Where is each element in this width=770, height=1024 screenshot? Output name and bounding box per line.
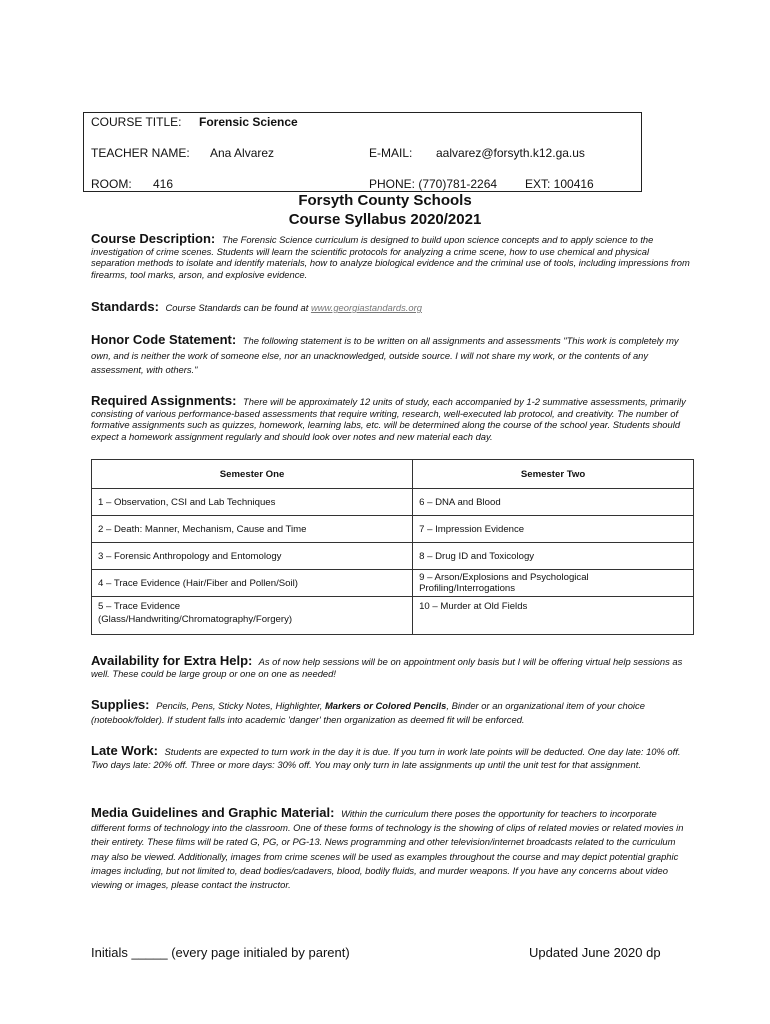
phone-value: PHONE: (770)781-2264 <box>369 177 498 191</box>
updated-note: Updated June 2020 dp <box>529 945 661 960</box>
semester-two-unit: 8 – Drug ID and Toxicology <box>413 543 694 570</box>
honor-code-heading: Honor Code Statement: <box>91 332 237 347</box>
supplies-bold-text: Markers or Colored Pencils <box>324 700 447 711</box>
semester-one-unit: 5 – Trace Evidence (Glass/Handwriting/Chromatography/Forgery) <box>92 597 413 635</box>
supplies-text-1: Pencils, Pens, Sticky Notes, Highlighter, <box>156 700 323 711</box>
course-title-label: COURSE TITLE: <box>91 115 182 129</box>
semester-header-row <box>92 460 694 489</box>
media-guidelines-heading: Media Guidelines and Graphic Material: <box>91 805 335 820</box>
semester-one-unit: 2 – Death: Manner, Mechanism, Cause and Time <box>92 516 413 543</box>
supplies-heading: Supplies: <box>91 697 150 712</box>
email-value: aalvarez@forsyth.k12.ga.us <box>436 146 585 160</box>
semester-table <box>91 459 694 635</box>
late-work-section <box>91 745 691 771</box>
syllabus-title: Course Syllabus 2020/2021 <box>288 211 482 228</box>
initials-line: Initials _____ (every page initialed by parent) <box>91 945 350 960</box>
standards-heading: Standards: <box>91 299 159 314</box>
table-row <box>92 489 694 516</box>
semester-one-unit: 4 – Trace Evidence (Hair/Fiber and Pollen/Soil) <box>92 570 413 597</box>
table-row <box>92 516 694 543</box>
semester-two-unit: 10 – Murder at Old Fields <box>413 597 694 635</box>
honor-code-text: The following statement is to be written on all assignments and assessments "This work is completely my own, and is neither the work of someone else, nor an unacknowledged, outside source. I will not share my work, or the contents of any assessment, with others." <box>91 335 679 375</box>
semester-two-unit: 9 – Arson/Explosions and Psychological Profiling/Interrogations <box>413 570 694 597</box>
supplies-section <box>91 698 691 727</box>
extra-help-heading: Availability for Extra Help: <box>91 653 253 668</box>
semester-one-unit: 1 – Observation, CSI and Lab Techniques <box>92 489 413 516</box>
required-assignments-section <box>91 395 691 443</box>
course-description-text: The Forensic Science curriculum is designed to build upon science concepts and to apply science to the investigation of crime scenes. Students will learn the scientific protocols for analyzing a crime scene, how to use chemical and physical separation methods to isolate and identify materials, how to analyze biological evidence and the criminal use of tools, including impressions from firearms, tool marks, arson, and explosive evidence. <box>91 234 690 281</box>
course-title-value: Forensic Science <box>199 115 298 129</box>
room-value: 416 <box>153 177 174 191</box>
media-guidelines-section <box>91 806 691 892</box>
course-description-section <box>91 233 691 281</box>
teacher-name-label: TEACHER NAME: <box>91 146 190 160</box>
ext-value: EXT: 100416 <box>525 177 594 191</box>
semester-one-header: Semester One <box>92 460 413 489</box>
standards-text: Course Standards can be found at <box>165 302 309 313</box>
supplies-text-2: , Binder or an organizational item of your choice (notebook/folder). If student falls into academic 'danger' then organization as deemed fit will be enforced. <box>91 700 645 725</box>
late-work-heading: Late Work: <box>91 743 158 758</box>
semester-two-unit: 7 – Impression Evidence <box>413 516 694 543</box>
media-guidelines-text: Within the curriculum there poses the opportunity for teachers to incorporate different forms of technology into the classroom. One of these forms of technology is the showing of clips of related movies or related movies in their entirety. These films will be rated G, PG, or PG-13. News programming and other television/internet broadcasts related to the curriculum may also be viewed. Additionally, images from crime scenes will be used as examples throughout the course and may depict potential graphic images including, but not limited to, dead bodies/cadavers, blood, bodily fluids, and murder weapons. If you have any concerns about video viewing or images, please contact the instructor. <box>91 808 684 891</box>
table-row <box>92 597 694 635</box>
email-label: E-MAIL: <box>369 146 413 160</box>
room-label: ROOM: <box>91 177 132 191</box>
semester-two-header: Semester Two <box>413 460 694 489</box>
school-title: Forsyth County Schools <box>298 192 472 209</box>
course-description-heading: Course Description: <box>91 231 216 246</box>
semester-one-unit: 3 – Forensic Anthropology and Entomology <box>92 543 413 570</box>
required-assignments-text: There will be approximately 12 units of study, each accompanied by 1-2 summative assessments, primarily consisting of various performance-based assessments that require writing, research, well-executed lab protocol, and creativity. The number of formative assignments such as quizzes, homework, learning labs, etc. will be determined along the course of the school year. Students should expect a homework assignment regularly and should look over notes and new material each day. <box>91 396 686 443</box>
table-row <box>92 543 694 570</box>
extra-help-text: As of now help sessions will be on appointment only basis but I will be offering virtual help sessions as well. These could be large group or one on one as needed! <box>91 656 683 679</box>
extra-help-section <box>91 655 691 679</box>
required-assignments-heading: Required Assignments: <box>91 393 237 408</box>
table-row <box>92 570 694 597</box>
standards-link[interactable]: www.georgiastandards.org <box>310 302 422 313</box>
late-work-text: Students are expected to turn work in the day it is due. If you turn in work late points will be deducted. One day late: 10% off. Two days late: 20% off. Three or more days: 30% off. You may only turn in late assignments up until the unit test for that assignment. <box>91 746 681 770</box>
standards-section <box>91 301 691 314</box>
honor-code-section <box>91 333 691 378</box>
teacher-name-value: Ana Alvarez <box>210 146 275 160</box>
semester-two-unit: 6 – DNA and Blood <box>413 489 694 516</box>
